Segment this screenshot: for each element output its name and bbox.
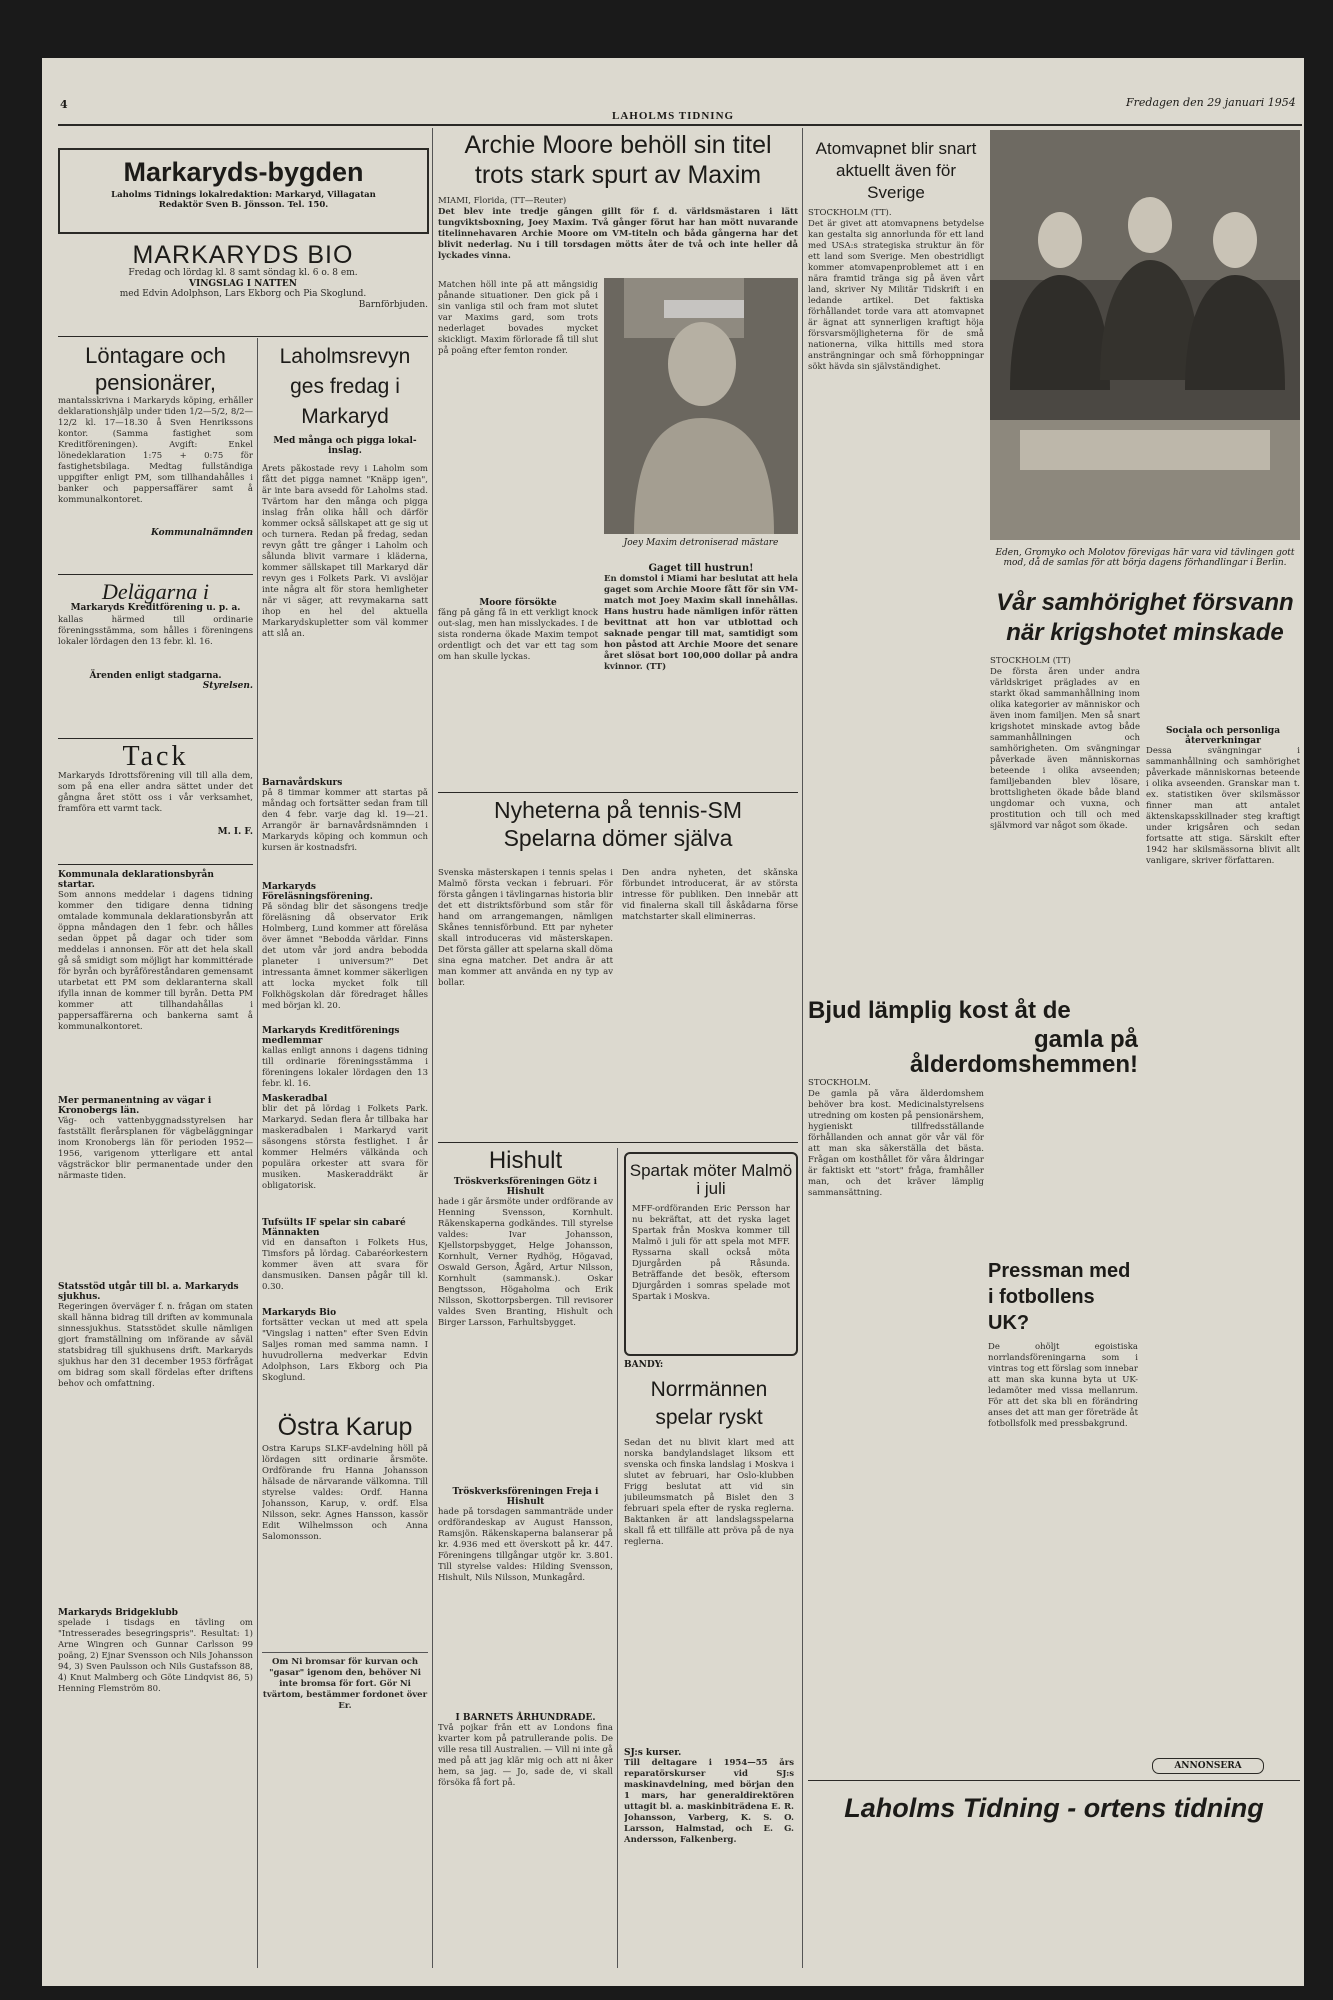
annons-badge: ANNONSERA: [1152, 1758, 1264, 1774]
pressman-headline: Pressman med i fotbollens UK?: [988, 1260, 1131, 1334]
norrmannen-body: Sedan det nu blivit klart med att norska bandylandslaget liksom ett svenska och finska landslag i Moskva i slutet av februari, har Oslo-klubben Frigg beslutat att vid sin jubileumsmatch på Bislet den 3 februari spela efter de ryska reglerna. Baktanken är att landslagsspelarna skall få ett tillfälle att pröva på de nya reglerna.: [624, 1438, 794, 1547]
tennis-body2: Den andra nyheten, det skånska förbundet introducerat, är av största intresse för publiken. Den innebär att vid finalerna skall till åskådarna förse matchstarter skall eliminerras.: [622, 868, 798, 922]
lontagare-sign: Kommunalnämnden: [150, 528, 253, 538]
bio-line2: VINGSLAG I NATTEN: [189, 279, 297, 290]
bjud-headline1: Bjud lämplig kost åt de: [808, 997, 1071, 1024]
barn-body: på 8 timmar kommer att startas på måndag och fortsätter sedan fram till den 4 febr. varje dag kl. 19—21. Arrangör är barnavårdsnämnden i Markaryds köping och kommun och kursen är kostnadsfri.: [262, 788, 428, 853]
tufs-title: Tufsülts IF spelar sin cabaré Männakten: [262, 1218, 406, 1238]
bjud-headline2: gamla på ålderdomshemmen!: [909, 1026, 1138, 1079]
mbio-title: Markaryds Bio: [262, 1308, 337, 1318]
forel-body: På söndag blir det säsongens tredje föreläsning då observator Erik Holmberg, Lund kommer att föreläsa över ämnet "Bebodda världar. Finns det utom vår jord andra bebodda planeter i universum?" Det intressanta ämnet kommer säkerligen att locka mycket folk till Folkhögskolan där föredraget hålles med början kl. 20.: [262, 902, 428, 1011]
bandy-label: BANDY:: [624, 1360, 664, 1370]
section-sub1: Laholms Tidnings lokalredaktion: Markaryd, Villagatan: [111, 190, 376, 201]
lt-slogan: Laholms Tidning - ortens tidning: [844, 1793, 1264, 1823]
samhor-article: [990, 588, 1300, 648]
pressman-article: [988, 1258, 1138, 1582]
kredit-body: kallas enligt annons i dagens tidning till ordinarie föreningsstämma i föreningens lokaler lördagen den 13 febr. kl. 16.: [262, 1046, 428, 1089]
mbio-body: fortsätter veckan ut med att spela "Vingslag i natten" efter Sven Edvin Saljes roman med samma namn. I huvudrollerna medverkar Edvin Adolphson, Lars Ekborg och Pia Skoglund.: [262, 1318, 428, 1383]
mask-body: blir det på lördag i Folkets Park. Markaryd. Sedan flera år tillbaka har maskeradbalen i Markaryd varit säsongens största festlighet. I år kommer Helmérs välkända och populära orkester att svara för musiken. Maskeraddräkt är obligatorisk.: [262, 1104, 428, 1191]
spartak-box: [624, 1152, 798, 1356]
delagarna-note: Ärenden enligt stadgarna.: [89, 671, 222, 682]
news4-title: Markaryds Bridgeklubb: [58, 1608, 178, 1618]
news4-body: spelade i tisdags en tävling om "Intresserades besegringspris". Resultat: 1) Arne Wingren och Gunnar Carlsson 99 poäng, 2) Ejnar Svensson och Nils Johansson 94, 3) Sven Paulsson och Nils Gustafsson 88, 4) Knut Malmberg och Göte Lindqvist 86, 5) Henning Flemström 80.: [58, 1618, 253, 1694]
bjud-body: De gamla på våra ålderdomshem behöver bra kost. Medicinalstyrelsens utredning om kosten på pensionärshem, hygieniskt tillfredsställande förhållanden och annat gör vår väl för att man ska säkerställa det bästa. Frågan om kosthållet för våra åldringar är faktiskt ett "stort" fråga, framhåller man, och det kräver lämplig sammansättning.: [808, 1089, 984, 1198]
delagarna-advert: [58, 580, 253, 691]
mask-title: Maskeradbal: [262, 1094, 328, 1104]
barnens-title: I BARNETS ÅRHUNDRADE.: [455, 1713, 596, 1724]
moore-photo-caption: Joey Maxim detroniserad mästare: [623, 538, 779, 548]
bio-advert: [58, 242, 428, 311]
gaget-body: En domstol i Miami har beslutat att hela gaget som Archie Moore fått för sin VM-match mot Joey Maxim skall innehållas. Hans hustru hade nämligen inför rätten bevittnat att hon var utblottad och saknade pengar till mat, samtidigt som hon påstod att Archie Moore det senare året slösat bort 100,000 dollar på andra kvinnor. (TT): [604, 574, 798, 672]
pressman-body: De ohöljt egoistiska norrlandsföreningarna som i vintras tog ett förslag som innebar att man ska kunna byta ut UK-ledamöter med vissa mellanrum. För att det ska bli en förändring anses det att man ger företräde åt fotbollsfolk med pressbakgrund.: [988, 1342, 1138, 1429]
norrmannen-headline: Norrmännen spelar ryskt: [650, 1378, 768, 1429]
page-number: 4: [60, 98, 68, 111]
barnens-body: Två pojkar från ett av Londons fina kvarter kom på patrullerande polis. De ville resa till Australien. — Vill ni inte gå med på att jag klär mig och att ni åker hem, sa jag. — Jo, sade de, vi skall försöka få fort på.: [438, 1723, 613, 1789]
hishult-body2: hade på torsdagen sammanträde under ordförandeskap av August Hansson, Ramsjön. Räkenskaperna balanserar på kr. 4.936 med ett överskott på kr. 447. Föreningens tillgångar utgör kr. 3.801. Till styrelse valdes: Hilding Svensson, Hishult, Nils Nilsson, Munkagård.: [438, 1507, 613, 1584]
news2-body: Väg- och vattenbyggnadsstyrelsen har fastställt flerårsplanen för vägbeläggningar inom Kronobergs län för perioden 1952—1956, varigenom ytterligare ett antal vägsträckor blir permanentade under den närmaste tiden.: [58, 1116, 253, 1181]
kredit-title: Markaryds Kreditförenings medlemmar: [262, 1026, 400, 1046]
bjud-article: [808, 998, 1138, 1078]
hishult-sub: Tröskverksföreningen Götz i Hishult: [453, 1177, 598, 1198]
revy-article: [262, 342, 428, 1717]
spartak-body: MFF-ordföranden Eric Persson har nu bekräftat, att det ryska laget Spartak från Moskva kommer till Malmö i juli för att spela mot MFF. Ryssarna skall också möta Djurgården på Råsunda. Beträffande det besök, eftersom Djurgården i somras spelade mot Spartak i Moskva.: [632, 1203, 790, 1302]
revy-sub: Med många och pigga lokal-inslag.: [273, 436, 417, 456]
hishult-body: hade i går årsmöte under ordförande av Henning Svensson, Kornhult. Räkenskaperna godkändes. Till styrelse valdes: Ivar Johansson, Kjellstorpsbygget, Helge Johansson, Kornhult, Verner Rydhög, Högavad, Oswald Gerson, Ågård, Artur Nilsson, Kornhult (sammansk.). Oskar Bengtsson, Högaholma och Erik Nilsson, Skottorpsbergen. Till revisorer valdes Sven Branting, Hishult och Birger Larsson, Farhultsbygget.: [438, 1197, 613, 1329]
col1-news: [58, 870, 253, 1970]
norrmannen-article: [624, 1360, 794, 1878]
gaget-article: [604, 563, 798, 784]
bio-line1: Fredag och lördag kl. 8 samt söndag kl. 6 o. 8 em.: [128, 268, 358, 279]
tack-headline: Tack: [122, 741, 189, 772]
delagarna-sign: Styrelsen.: [202, 681, 253, 692]
moore-cont: [438, 598, 598, 788]
moore-lead: Det blev inte tredje gången gillt för f. d. världsmästaren i lätt tungviktsboxning, Joey Maxim. Två gånger förut har han mött nuvarande titelinnehavaren Archie Moore om VM-titeln och båda gångerna har det blivit nederlag. Nu i till torsdagen mötts åter de två och inte heller då lyckades vinna.: [438, 207, 798, 261]
moore-body2: fång på gång få in ett verkligt knock out-slag, men han misslyckades. I de sista ronderna ökade Maxim tempot ordentligt och det var ett tag som om han skulle lyckas.: [438, 608, 598, 662]
hishult-sub2: Tröskverksföreningen Freja i Hishult: [452, 1487, 599, 1508]
bio-line4: Barnförbjuden.: [358, 300, 428, 311]
lontagare-advert: [58, 342, 253, 538]
tack-advert: [58, 742, 253, 837]
moore-body: Matchen höll inte på att mångsidig pånande situationer. Den gick på i sin vanliga stil och fram mot slutet var Maxims gard, som trots nederlaget bovades mycket skickligt. Maxim förlorade få till slut på poäng efter femton ronder.: [438, 280, 598, 356]
samhor-body: De första åren under andra världskriget präglades av en starkt ökad sammanhållning inom olika kategorier av människor och även inom familjen. Men så snart krigshotet minskade avtog både sammanhållningen och samhörigheten. Om svängningar påverkade även människornas beteende i olika avseenden; familjebanden blev lösare, brottsligheten ökade både bland ungdomar och vuxna, och prostitution och till och med självmord var något som ökade.: [990, 667, 1140, 831]
news1-body: Som annons meddelar i dagens tidning kommer den tidigare denna tidning omtalade kommunala deklarationsbyrån att öppna måndagen den 1 febr. och hålles sedan öppet på dagar och tider som meddelas i annonsen. För att det hela skall gå så smidigt som möjligt har kommittérade för byrån och byråföreståndaren gemensamt utarbetat ett PM som deklaranterna skall ifylla innan de kommer till byrån. Detta PM kommer att tillhandahållas i pappersaffärerna och bankerna samt å kommunalkontoret.: [58, 890, 253, 1032]
berlin-photo-art: [990, 130, 1300, 540]
atom-headline: Atomvapnet blir snart aktuellt även för Sverige: [815, 139, 977, 202]
samhor-col-a: [990, 656, 1140, 1227]
news1-title: Kommunala deklarationsbyrån startar.: [58, 870, 214, 890]
bjud-dateline: STOCKHOLM.: [808, 1078, 871, 1088]
revy-headline: Laholmsrevyn ges fredag i Markaryd: [279, 345, 411, 428]
photo-caption: Eden, Gromyko och Molotov förevigas här vara vid tävlingen gott mod, då de samlas för att börja dagens förhandlingar i Berlin.: [995, 548, 1295, 568]
atom-article: [808, 138, 984, 789]
om-note: Om Ni bromsar för kurvan och "gasar" igenom den, behöver Ni inte bromsa för fort. Gör Ni tvärtom, bestämmer fordonet över Er.: [262, 1652, 428, 1717]
delagarna-body: kallas härmed till ordinarie föreningsstämma, som hålles i föreningens lokaler lördagen den 13 febr. kl. 16.: [58, 615, 253, 648]
berlin-photo: [990, 130, 1300, 540]
boxer-photo-art: [604, 278, 798, 534]
masthead-rule: [58, 124, 1302, 126]
moore-sub: Moore försökte: [479, 598, 557, 608]
moore-article: [438, 130, 798, 273]
moore-dateline: MIAMI, Florida, (TT—Reuter): [438, 196, 567, 206]
moore-headline: Archie Moore behöll sin titel trots stark spurt av Maxim: [464, 131, 772, 189]
atom-body: Det är givet att atomvapnens betydelse kan gestalta sig annorlunda för ett land med USA:s strategiska struktur än för ett land som Sverige. Men obestridligt kommer atomvapenproblemet att i en nära framtid tränga sig på även vårt land, skriver Ny Militär Tidskrift i en ledande artikel. Det faktiska förhållandet torde vara att atomvapnet är ägnat att synnerligen kraftigt höja försvarsmöjligheterna för de små nationerna, vilka hittills med stora ansträngningar och små förhoppningar sökt hävda sin självständighet.: [808, 219, 984, 372]
gaget-title: Gaget till hustrun!: [648, 563, 754, 574]
sj-body: Till deltagare i 1954—55 års reparatörskurser vid SJ:s maskinavdelning, med början den 1 mars, har generaldirektören uttagit bl. a. maskinbiträdena E. R. Johansson, Varberg, K. S. O. Larsson, Halmstad, och E. G. Andersson, Falkenberg.: [624, 1758, 794, 1845]
samhor-headline2: när krigshotet minskade: [1006, 619, 1284, 646]
newspaper-page: [42, 58, 1304, 1986]
samhor-headline1: Vår samhörighet försvann: [996, 589, 1294, 616]
bio-line3: med Edvin Adolphson, Lars Ekborg och Pia Skoglund.: [119, 289, 367, 300]
ostra-headline: Östra Karup: [277, 1413, 413, 1441]
news3-title: Statsstöd utgår till bl. a. Markaryds sjukhus.: [58, 1282, 239, 1302]
tennis-headline2: Spelarna dömer själva: [503, 825, 733, 852]
tufs-body: vid en dansafton i Folkets Hus, Timsfors på lördag. Cabaréorkestern kommer även att svara för dansmusiken. Dansen pågår till kl. 0.30.: [262, 1238, 428, 1292]
barn-title: Barnavårdskurs: [262, 778, 343, 788]
markaryd-section-box: [58, 148, 429, 234]
tack-body: Markaryds Idrottsförening vill till alla dem, som på ena eller andra sättet under det gångna året stött oss i vår verksamhet, framföra ett varmt tack.: [58, 771, 253, 815]
ostra-body: Östra Karups SLKF-avdelning höll på lördagen sitt ordinarie årsmöte. Ordförande fru Hanna Johansson hälsade de närvarande välkomna. Till styrelse valdes: Ordf. Hanna Johansson, Karup, v. ordf. Elsa Nilsson, sekr. Agnes Hansson, kassör Edit Wilhelmsson och Anna Salomonsson.: [262, 1444, 428, 1543]
news2-title: Mer permanentning av vägar i Kronobergs län.: [58, 1096, 212, 1116]
bio-title: MARKARYDS BIO: [132, 241, 354, 269]
hishult-article: [438, 1148, 613, 1968]
social-sub: Sociala och personliga återverkningar: [1165, 726, 1281, 746]
delagarna-sub: Markaryds Kreditförening u. p. a.: [70, 603, 241, 614]
delagarna-headline: Delägarna i: [102, 579, 209, 604]
section-title: Markaryds-bygden: [123, 157, 364, 187]
section-sub2: Redaktör Sven B. Jönsson. Tel. 150.: [158, 200, 329, 211]
lontagare-headline: Löntagare och pensionärer,: [85, 343, 226, 395]
samhor-dateline: STOCKHOLM (TT): [990, 656, 1071, 666]
tack-sign: M. I. F.: [217, 827, 253, 838]
atom-dateline: STOCKHOLM (TT).: [808, 208, 892, 218]
spartak-headline: Spartak möter Malmö i juli: [629, 1161, 793, 1198]
paper-name: LAHOLMS TIDNING: [612, 110, 735, 122]
news3-body: Regeringen överväger f. n. frågan om staten skall hänna bidrag till driften av kommunala sinnessjukhus. Statsstödet skulle nämligen gjort framställning om införande av såväl statsbidrag till sjukhusens drift. Markaryds sjukhus har den 31 december 1953 förfrågat om bidrag som skall fördelas efter driftens behov och omfattning.: [58, 1302, 253, 1389]
lontagare-body: mantalsskrivna i Markaryds köping, erhåller deklarationshjälp under tiden 1/2—5/2, 8/2—12/2 kl. 17—18.30 å Sven Henrikssons kontor. (Samma fastighet som Kreditföreningen). Avgift: Enkel lönedeklaration 1:75 + 0:75 för fastighetsbilaga. Medtag fullständiga uppgifter enligt PM, som tillhandahålles i banker och pappersaffärer samt å kommunalkontoret.: [58, 396, 253, 505]
issue-date: Fredagen den 29 januari 1954: [1126, 96, 1296, 109]
forel-title: Markaryds Föreläsningsförening.: [262, 882, 373, 902]
boxer-photo: [604, 278, 798, 534]
hishult-headline: Hishult: [488, 1147, 563, 1174]
bjud-col-a: [808, 1078, 984, 1509]
sj-title: SJ:s kurser.: [624, 1748, 682, 1758]
tennis-body: Svenska mästerskapen i tennis spelas i Malmö första veckan i februari. För första gången i tävlingarnas historia blir det ett distriktsförbund som står för hand om arrangemangen, nämligen Skånes tennisförbund. Ett par nyheter skall introduceras vid mästerskapen. Det första gäller att spelarna skall döma sina egna matcher. Det andra är att man kommer att använda en ny typ av bollar.: [438, 868, 613, 988]
tennis-article: [438, 798, 798, 850]
social-body: Dessa svängningar i sammanhållning och samhörighet påverkade människornas beteende i olika avseenden. Granskar man t. ex. statistiken över skilsmässor finner man att antalet äktenskapsskillnader steg kraftigt under krigsåren och sedan fortsatte att stiga. Särskilt efter 1942 har skilsmässorna blivit allt vanligare, skriver författaren.: [1146, 746, 1300, 866]
tennis-headline1: Nyheterna på tennis-SM: [493, 797, 742, 823]
samhor-col-b: [1146, 656, 1300, 1346]
revy-body: Årets påkostade revy i Laholm som fått det pigga namnet "Knäpp igen", är inte bara avsedd för Laholms stad. Tvärtom har den många och pigga inslag från olika håll och därför kommer också sällskapet att ge sig ut och turnera. Redan på fredag, sedan revyn gått tre gånger i Laholm och sålunda blivit varmare i kläderna, kommer sällskapet till Markaryd där revyn ges i Folkets Park. Vi avslöjar inte några alt för stora hemligheter när vi säger, att revymakarna satt ihop en hel del aktuella Markarydskupletter som väl kommer att slå an.: [262, 464, 428, 639]
